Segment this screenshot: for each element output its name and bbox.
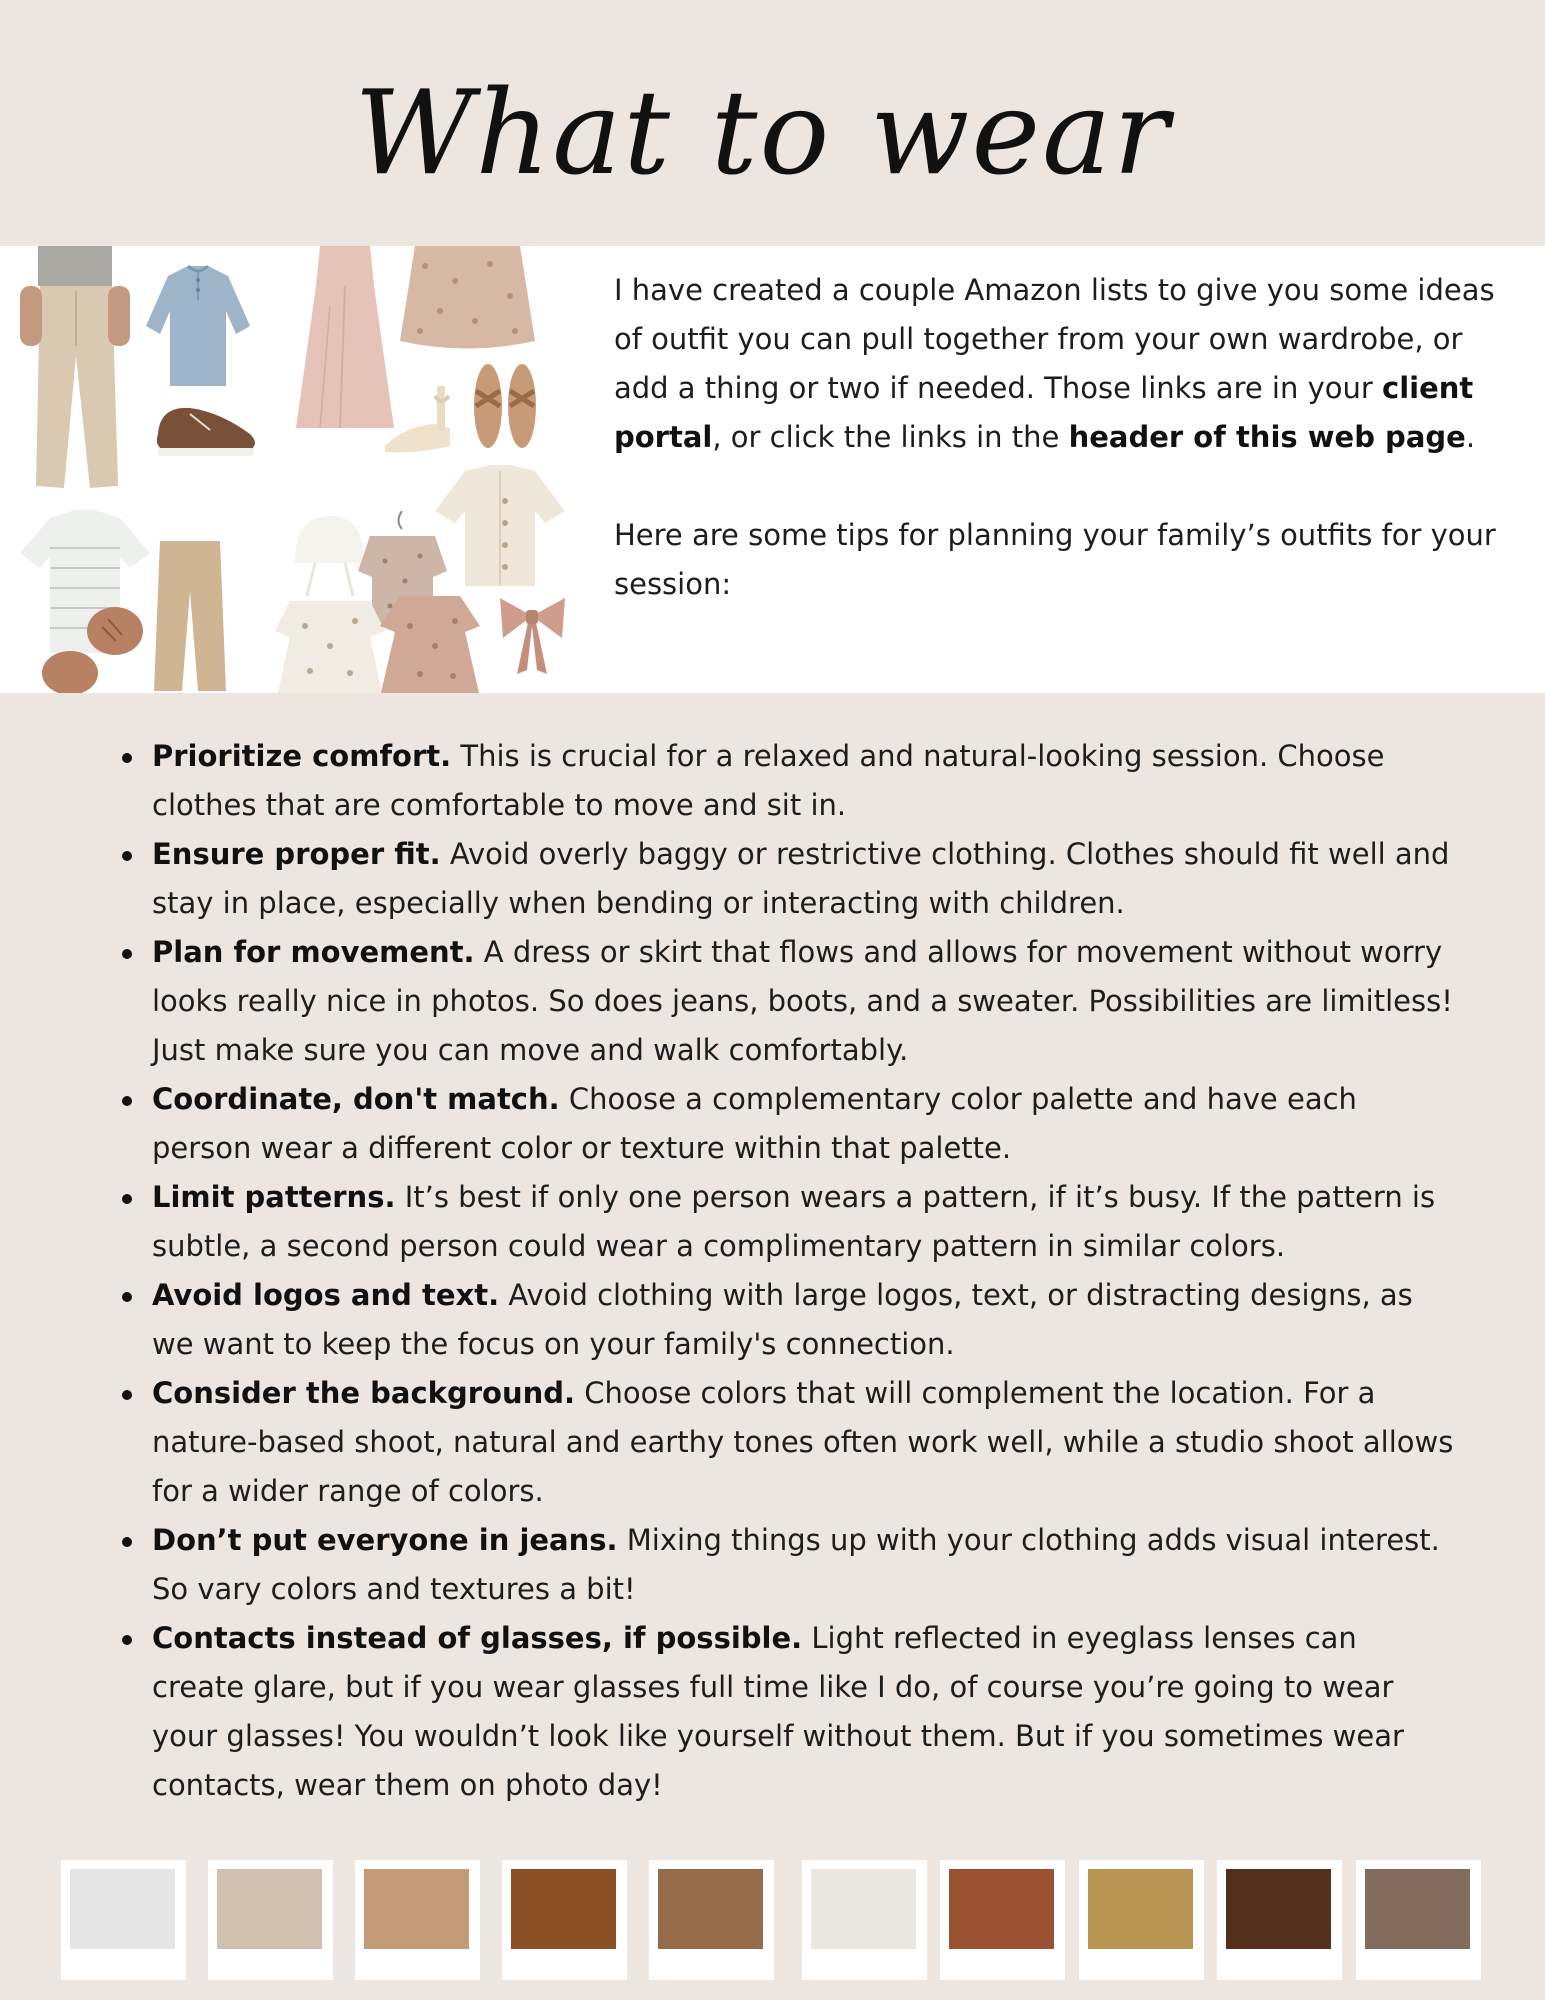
client-portal-emphasis: client portal: [614, 371, 1474, 454]
tan-slide-sandals-image: [470, 356, 540, 456]
intro-text-part: I have created a couple Amazon lists to give you some ideas of outfit you can pull together from your own wardrobe, or add a thing or two if needed. Those links are in your: [614, 273, 1495, 405]
intro-text-part: .: [1465, 420, 1476, 454]
tip-item: [116, 1271, 1456, 1369]
color-swatch: [502, 1860, 627, 1980]
tip-title: Consider the background.: [152, 1376, 576, 1410]
tip-title: Contacts instead of glasses, if possible.: [152, 1621, 803, 1655]
color-swatch: [61, 1860, 186, 1980]
mens-shoes-image: [150, 394, 265, 464]
tip-text: Choose colors that will complement the location. For a nature-based shoot, natural and earthy tones often work well, while a studio shoot allows for a wider range of colors.: [152, 1376, 1454, 1508]
tip-item: [116, 1173, 1456, 1271]
tip-title: Ensure proper fit.: [152, 837, 441, 871]
tip-item: [116, 1369, 1456, 1516]
color-palette: [61, 1860, 1481, 1980]
mens-pants-image: [20, 246, 130, 496]
swatch-color: [658, 1869, 763, 1949]
tip-text: Avoid overly baggy or restrictive clothing. Clothes should fit well and stay in place, especially when bending or interacting with children.: [152, 837, 1450, 920]
tip-item: [116, 928, 1456, 1075]
swatch-color: [949, 1869, 1054, 1949]
header-links-emphasis: header of this web page: [1068, 420, 1466, 454]
swatch-color: [1226, 1869, 1331, 1949]
tip-title: Plan for movement.: [152, 935, 475, 969]
tip-item: [116, 1516, 1456, 1614]
swatch-color: [70, 1869, 175, 1949]
tips-list: [116, 732, 1456, 1810]
tip-text: This is crucial for a relaxed and natural-looking session. Choose clothes that are comfortable to move and sit in.: [152, 739, 1385, 822]
nude-heels-image: [375, 366, 460, 461]
tip-text: Avoid clothing with large logos, text, or distracting designs, as we want to keep the focus on your family's connection.: [152, 1278, 1413, 1361]
outfit-collage: [0, 246, 590, 693]
tip-item: [116, 732, 1456, 830]
color-swatch: [1217, 1860, 1342, 1980]
tip-title: Avoid logos and text.: [152, 1278, 500, 1312]
swatch-color: [511, 1869, 616, 1949]
toddler-shoes-image: [40, 601, 150, 693]
intro-text-part: , or click the links in the: [712, 420, 1069, 454]
tip-title: Limit patterns.: [152, 1180, 396, 1214]
page-header: [0, 0, 1545, 246]
swatch-color: [364, 1869, 469, 1949]
swatch-color: [811, 1869, 916, 1949]
color-swatch: [1079, 1860, 1204, 1980]
mens-henley-shirt-image: [138, 256, 258, 391]
boys-pants-image: [150, 541, 230, 691]
tip-title: Coordinate, don't match.: [152, 1082, 560, 1116]
floral-skirt-image: [395, 246, 540, 356]
color-swatch: [208, 1860, 333, 1980]
pink-hair-bow-image: [495, 586, 570, 676]
page-title: What to wear: [354, 66, 1171, 201]
tip-text: Mixing things up with your clothing adds visual interest. So vary colors and textures a bit!: [152, 1523, 1440, 1606]
intro-section: [0, 246, 1545, 693]
swatch-color: [1365, 1869, 1470, 1949]
pink-floral-dress-image: [375, 586, 485, 693]
tip-title: Prioritize comfort.: [152, 739, 452, 773]
tip-text: Choose a complementary color palette and have each person wear a different color or texture within that palette.: [152, 1082, 1357, 1165]
intro-text: [614, 266, 1514, 609]
tip-text: Light reflected in eyeglass lenses can create glare, but if you wear glasses full time like I do, of course you’re going to wear your glasses! You wouldn’t look like yourself without them. But if you sometimes wear contacts, wear them on photo day!: [152, 1621, 1404, 1802]
color-swatch: [940, 1860, 1065, 1980]
color-swatch: [649, 1860, 774, 1980]
intro-paragraph-tips: Here are some tips for planning your family’s outfits for your session:: [614, 518, 1496, 601]
tip-item: [116, 1075, 1456, 1173]
tip-text: It’s best if only one person wears a pattern, if it’s busy. If the pattern is subtle, a second person could wear a complimentary pattern in similar colors.: [152, 1180, 1436, 1263]
color-swatch: [1356, 1860, 1481, 1980]
color-swatch: [355, 1860, 480, 1980]
color-swatch: [802, 1860, 927, 1980]
swatch-color: [217, 1869, 322, 1949]
tip-item: [116, 830, 1456, 928]
cream-cardigan-image: [425, 461, 575, 591]
tip-text: A dress or skirt that flows and allows for movement without worry looks really nice in photos. So does jeans, boots, and a sweater. Possibilities are limitless! Just make sure you can move and walk comfortably.: [152, 935, 1453, 1067]
floral-baby-dress-image: [270, 591, 390, 693]
tip-title: Don’t put everyone in jeans.: [152, 1523, 618, 1557]
swatch-color: [1088, 1869, 1193, 1949]
tip-item: [116, 1614, 1456, 1810]
intro-paragraph-links: [614, 266, 1514, 462]
